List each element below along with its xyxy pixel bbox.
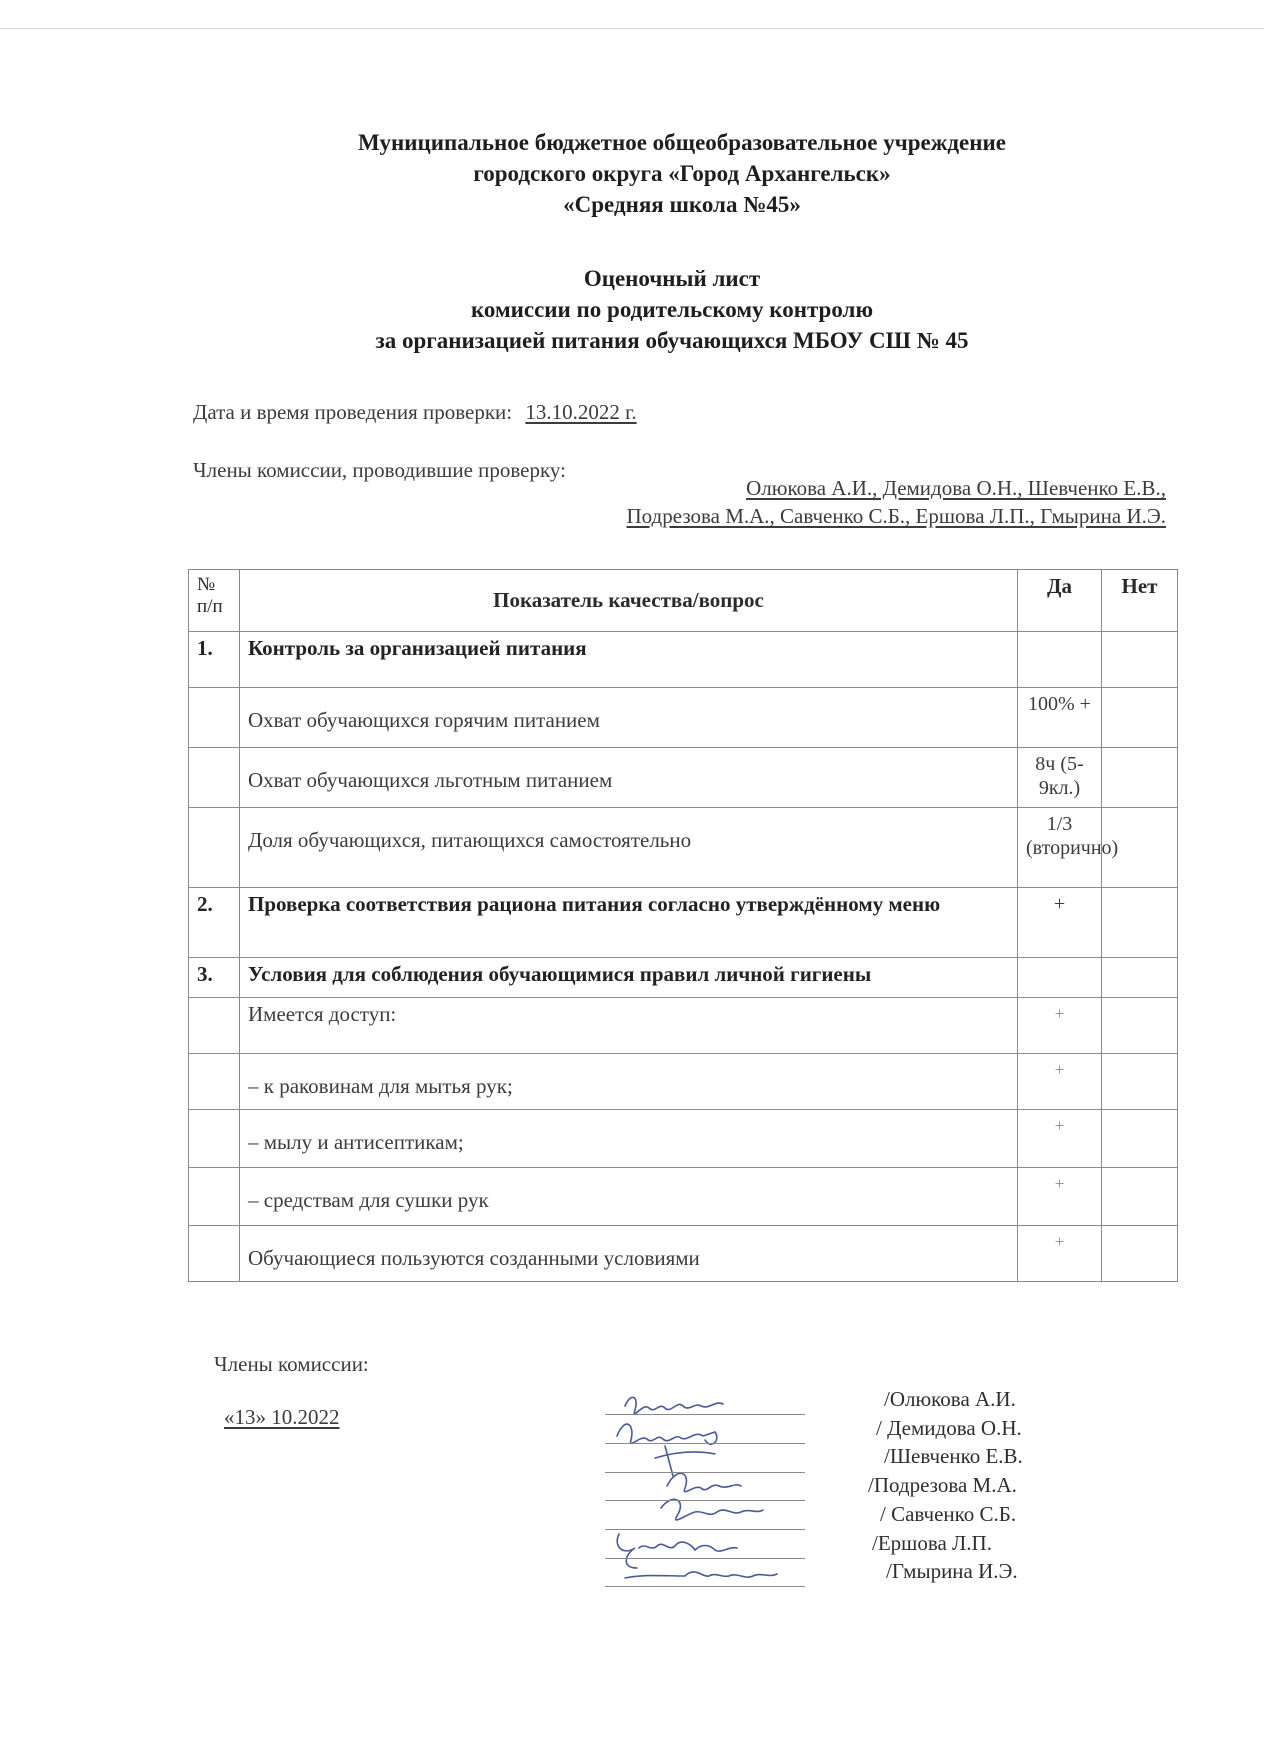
inspection-date-value: 13.10.2022 г.: [525, 400, 637, 424]
signoff-name: /Олюкова А.И.: [884, 1387, 1016, 1411]
signoff-names: [868, 1385, 1023, 1586]
table-row: [189, 1168, 1178, 1226]
col-num-header: № п/п: [189, 570, 240, 632]
row-yes: 1/3 (вторично): [1018, 808, 1102, 888]
table-row: [189, 1054, 1178, 1110]
row-indicator: Условия для соблюдения обучающимися правил личной гигиены: [240, 958, 1018, 998]
row-no: [1102, 632, 1178, 688]
table-row: [189, 748, 1178, 808]
signature-6: [617, 1534, 737, 1568]
signature-underline: [605, 1558, 805, 1559]
row-indicator: Контроль за организацией питания: [240, 632, 1018, 688]
table-header-row: [189, 570, 1178, 632]
row-num: [189, 808, 240, 888]
row-num: 2.: [189, 888, 240, 958]
signature-underline: [605, 1500, 805, 1501]
institution-header: [50, 127, 1264, 220]
row-indicator: – средствам для сушки рук: [240, 1168, 1018, 1226]
row-indicator: – мылу и антисептикам;: [240, 1110, 1018, 1168]
members-label: Члены комиссии, проводившие проверку:: [193, 458, 566, 482]
title-line-3: за организацией питания обучающихся МБОУ СШ № 45: [375, 328, 969, 353]
signature-underline: [605, 1586, 805, 1587]
row-yes: [1018, 632, 1102, 688]
inspection-date-row: [193, 400, 637, 425]
row-indicator: Охват обучающихся горячим питанием: [240, 688, 1018, 748]
signoff-name: /Ершова Л.П.: [872, 1530, 992, 1555]
table-row: [189, 958, 1178, 998]
table-row: [189, 632, 1178, 688]
row-indicator: Охват обучающихся льготным питанием: [240, 748, 1018, 808]
signoff-name: /Подрезова М.А.: [868, 1473, 1017, 1498]
row-yes: +: [1018, 888, 1102, 958]
signoff-name: / Савченко С.Б.: [880, 1501, 1017, 1526]
signature-4: [667, 1473, 741, 1491]
row-num: 3.: [189, 958, 240, 998]
row-no: [1102, 1226, 1178, 1282]
institution-line-3: «Средняя школа №45»: [563, 192, 801, 217]
row-yes: [1018, 958, 1102, 998]
signature-5: [661, 1499, 763, 1520]
table-row: [189, 1226, 1178, 1282]
table-row: [189, 688, 1178, 748]
row-no: [1102, 688, 1178, 748]
row-yes: +: [1018, 1168, 1102, 1226]
members-list-line-1: Олюкова А.И., Демидова О.Н., Шевченко Е.В.,: [746, 476, 1166, 500]
table-row: [189, 1110, 1178, 1168]
row-num: 1.: [189, 632, 240, 688]
row-indicator: Доля обучающихся, питающихся самостоятельно: [240, 808, 1018, 888]
handwritten-signatures: [605, 1384, 845, 1604]
signoff-date: «13» 10.2022: [224, 1405, 340, 1429]
row-indicator: Имеется доступ:: [240, 998, 1018, 1054]
signoff-name: / Демидова О.Н.: [876, 1415, 1022, 1440]
row-yes: +: [1018, 1110, 1102, 1168]
institution-line-1: Муниципальное бюджетное общеобразовательное учреждение: [358, 130, 1006, 155]
row-no: [1102, 1168, 1178, 1226]
institution-line-2: городского округа «Город Архангельск»: [473, 161, 891, 186]
row-num: [189, 1226, 240, 1282]
row-no: [1102, 888, 1178, 958]
row-no: [1102, 998, 1178, 1054]
row-yes: +: [1018, 998, 1102, 1054]
signature-underline: [605, 1414, 805, 1415]
scan-edge-line: [0, 28, 1264, 29]
row-num: [189, 998, 240, 1054]
table-row: [189, 808, 1178, 888]
row-num: [189, 1168, 240, 1226]
title-line-2: комиссии по родительскому контролю: [470, 297, 874, 322]
inspection-date-label: Дата и время проведения проверки:: [193, 400, 513, 424]
signoff-name: /Шевченко Е.В.: [884, 1444, 1023, 1469]
col-indicator-header: Показатель качества/вопрос: [240, 570, 1018, 632]
row-indicator: – к раковинам для мытья рук;: [240, 1054, 1018, 1110]
signoff-label: Члены комиссии:: [214, 1352, 369, 1376]
row-indicator: Обучающиеся пользуются созданными условиями: [240, 1226, 1018, 1282]
table-row: [189, 888, 1178, 958]
col-yes-header: Да: [1018, 570, 1102, 632]
title-line-1: Оценочный лист: [583, 266, 761, 291]
document-title: [40, 263, 1264, 356]
signoff-name: /Гмырина И.Э.: [886, 1559, 1018, 1584]
row-num: [189, 688, 240, 748]
table-row: [189, 998, 1178, 1054]
row-indicator: Проверка соответствия рациона питания согласно утверждённому меню: [240, 888, 1018, 958]
col-no-header: Нет: [1102, 570, 1178, 632]
members-list-line-2: Подрезова М.А., Савченко С.Б., Ершова Л.П., Гмырина И.Э.: [626, 504, 1166, 528]
row-num: [189, 748, 240, 808]
signature-1: [625, 1397, 723, 1414]
row-yes: +: [1018, 1226, 1102, 1282]
row-yes: 8ч (5-9кл.): [1018, 748, 1102, 808]
signature-2: [617, 1424, 717, 1444]
row-no: [1102, 748, 1178, 808]
row-yes: 100% +: [1018, 688, 1102, 748]
signature-underline: [605, 1472, 805, 1473]
signature-underline: [605, 1443, 805, 1444]
row-num: [189, 1110, 240, 1168]
evaluation-table: [188, 569, 1178, 1282]
row-no: [1102, 1054, 1178, 1110]
row-num: [189, 1054, 240, 1110]
row-no: [1102, 1110, 1178, 1168]
row-yes: +: [1018, 1054, 1102, 1110]
signature-underline: [605, 1529, 805, 1530]
row-no: [1102, 958, 1178, 998]
signature-7: [625, 1572, 777, 1578]
